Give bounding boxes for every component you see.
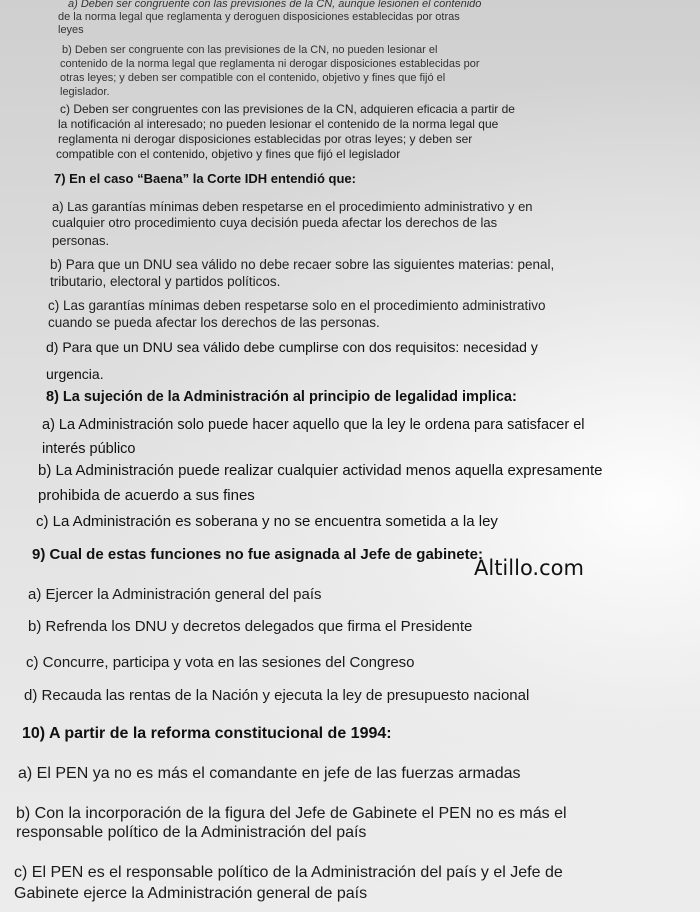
q7-option-a-line2: cualquier otro procedimiento cuya decisión pueda afectar los derechos de las <box>52 215 498 230</box>
option-a-line2: de la norma legal que reglamenta y deroguen disposiciones establecidas por otras <box>58 11 460 23</box>
option-b-line4: legislador. <box>60 86 110 98</box>
q7-option-d-line1: d) Para que un DNU sea válido debe cumplirse con dos requisitos: necesidad y <box>46 339 538 355</box>
q7-option-b-line1: b) Para que un DNU sea válido no debe recaer sobre las siguientes materias: penal, <box>50 257 555 272</box>
q8-option-b-line1: b) La Administración puede realizar cualquier actividad menos aquella expresamente <box>38 462 603 479</box>
q9-option-a: a) Ejercer la Administración general del país <box>28 586 322 603</box>
q10-option-a: a) El PEN ya no es más el comandante en jefe de las fuerzas armadas <box>18 765 521 782</box>
q7-option-b-line2: tributario, electoral y partidos políticos. <box>50 274 281 289</box>
q8-option-c: c) La Administración es soberana y no se encuentra sometida a la ley <box>36 513 498 530</box>
q7-option-c-line1: c) Las garantías mínimas deben respetarse solo en el procedimiento administrativo <box>48 298 546 313</box>
option-c-line4: compatible con el contenido, objetivo y fines que fijó el legislador <box>56 147 401 161</box>
watermark-text: Altillo.com <box>474 556 584 580</box>
q7-option-a-line1: a) Las garantías mínimas deben respetarse en el procedimiento administrativo y en <box>52 199 533 214</box>
option-c-line2: la notificación al interesado; no pueden lesionar el contenido de la norma legal que <box>58 117 499 131</box>
q7-option-a-line3: personas. <box>52 233 110 248</box>
question-10-title: 10) A partir de la reforma constitucional de 1994: <box>22 725 392 742</box>
question-9-title: 9) Cual de estas funciones no fue asignada al Jefe de gabinete: <box>32 546 483 563</box>
question-8-title: 8) La sujeción de la Administración al principio de legalidad implica: <box>46 389 517 405</box>
question-7-title: 7) En el caso “Baena” la Corte IDH entendió que: <box>54 171 356 186</box>
q9-option-b: b) Refrenda los DNU y decretos delegados que firma el Presidente <box>28 618 473 635</box>
q10-option-b-line2: responsable político de la Administración del país <box>16 824 367 841</box>
q10-option-c-line1: c) El PEN es el responsable político de la Administración del país y el Jefe de <box>14 864 563 881</box>
option-a-line1: a) Deben ser congruente con las previsiones de la CN, aunque lesionen el contenido <box>68 0 482 10</box>
option-c-line1: c) Deben ser congruentes con las previsiones de la CN, adquieren eficacia a partir de <box>60 102 515 116</box>
q10-option-c-line2: Gabinete ejerce la Administración general de país <box>14 885 368 902</box>
q7-option-d-line2: urgencia. <box>46 366 104 382</box>
q8-option-b-line2: prohibida de acuerdo a sus fines <box>38 487 255 504</box>
option-b-line1: b) Deben ser congruente con las previsiones de la CN, no pueden lesionar el <box>62 44 438 56</box>
option-c-line3: reglamenta ni derogar disposiciones establecidas por otras leyes; y deben ser <box>58 132 473 146</box>
q9-option-c: c) Concurre, participa y vota en las sesiones del Congreso <box>26 654 415 671</box>
option-b-line3: otras leyes; y deben ser compatible con el contenido, objetivo y fines que fijó el <box>60 72 446 84</box>
q7-option-c-line2: cuando se pueda afectar los derechos de las personas. <box>48 315 380 330</box>
option-b-line2: contenido de la norma legal que reglamenta ni derogar disposiciones establecidas por <box>60 58 480 70</box>
option-a-line3: leyes <box>58 24 84 36</box>
q8-option-a-line2: interés público <box>42 441 136 457</box>
q9-option-d: d) Recauda las rentas de la Nación y ejecuta la ley de presupuesto nacional <box>24 687 530 704</box>
q10-option-b-line1: b) Con la incorporación de la figura del Jefe de Gabinete el PEN no es más el <box>16 805 567 822</box>
q8-option-a-line1: a) La Administración solo puede hacer aquello que la ley le ordena para satisfacer el <box>42 417 585 433</box>
